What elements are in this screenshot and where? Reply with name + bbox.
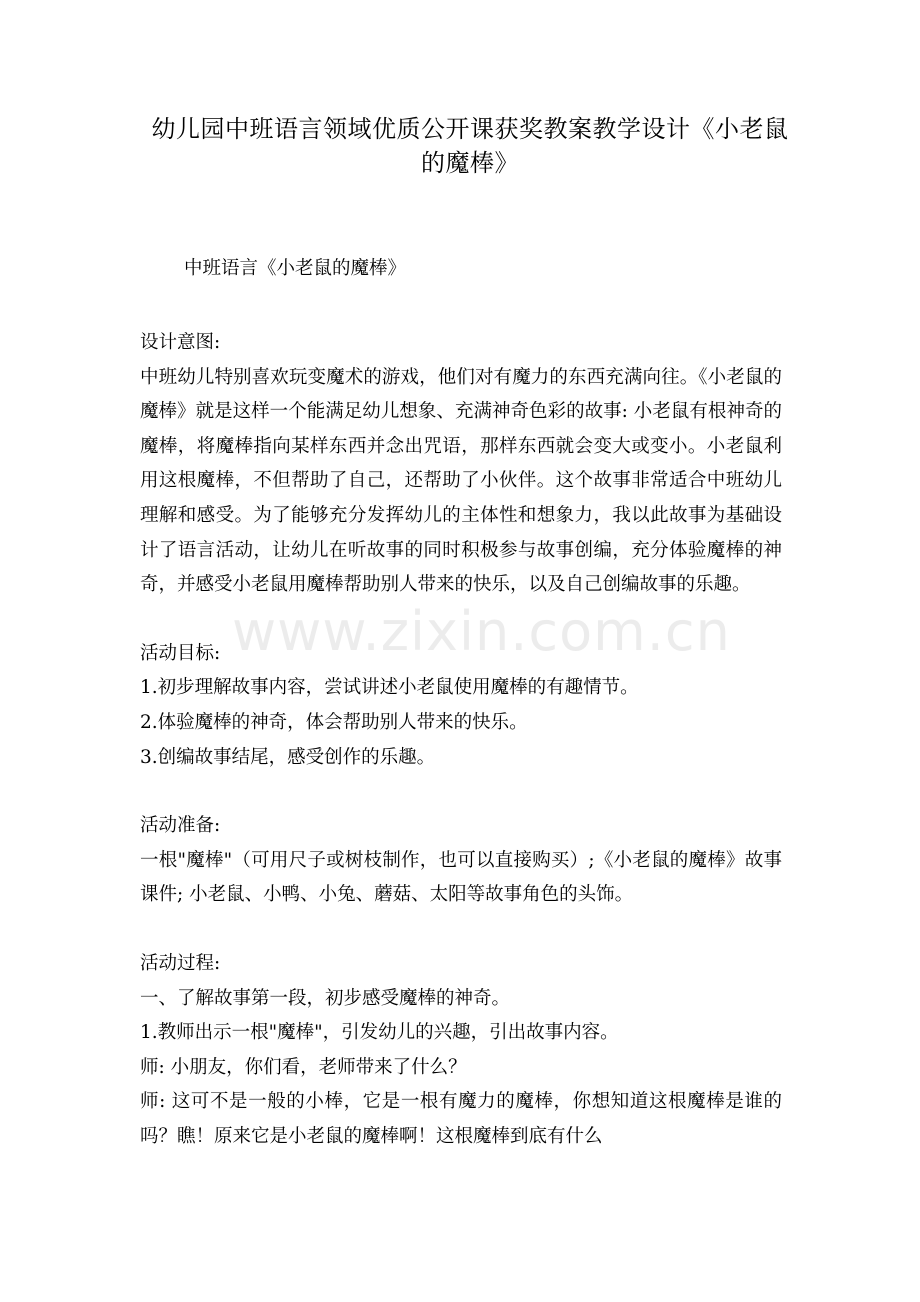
document-body (140, 252, 782, 1188)
document-subtitle: 中班语言《小老鼠的魔棒》 (184, 258, 407, 279)
watermark-text: www.zixin.com.cn (232, 600, 731, 663)
section-paragraph: 师: 这可不是一般的小棒，它是一根有魔力的魔棒，你想知道这根魔棒是谁的吗？瞧！原来它是小老鼠的魔棒啊！这根魔棒到底有什么 (140, 1091, 782, 1147)
list-item: 3.创编故事结尾，感受创作的乐趣。 (140, 746, 436, 768)
section-heading: 活动过程: (140, 952, 221, 974)
section-activity-goals (140, 637, 782, 775)
section-design-intent (140, 326, 782, 603)
list-item: 1.教师出示一根"魔棒"，引发幼儿的兴趣，引出故事内容。 (140, 1022, 619, 1044)
section-heading: 设计意图: (140, 332, 221, 353)
list-item: 一、了解故事第一段，初步感受魔棒的神奇。 (140, 987, 511, 1009)
document-title: 幼儿园中班语言领域优质公开课获奖教案教学设计《小老鼠的魔棒》 (151, 115, 789, 177)
section-paragraph: 一根"魔棒"（可用尺子或树枝制作，也可以直接购买）;《小老鼠的魔棒》故事课件; 小老鼠、小鸭、小兔、蘑菇、太阳等故事角色的头饰。 (140, 849, 782, 906)
list-item: 2.体验魔棒的神奇，体会帮助别人带来的快乐。 (140, 711, 528, 733)
section-activity-process (140, 947, 782, 1155)
section-heading: 活动目标: (140, 642, 221, 664)
list-item: 师: 小朋友，你们看，老师带来了什么？ (140, 1056, 467, 1078)
section-activity-preparation (140, 809, 782, 913)
section-paragraph: 中班幼儿特别喜欢玩变魔术的游戏，他们对有魔力的东西充满向往。《小老鼠的魔棒》就是这样一个能满足幼儿想象、充满神奇色彩的故事: 小老鼠有根神奇的魔棒，将魔棒指向某样东西并念出咒语，那样东西就会变大或变小。小老鼠利用这根魔棒，不但帮助了自己，还帮助了小伙伴。这个故事非常适合中班幼儿理解和感受。为了能够充分发挥幼儿的主体性和想象力，我以此故事为基础设计了语言活动，让幼儿在听故事的同时积极参与故事创编，充分体验魔棒的神奇，并感受小老鼠用魔棒帮助别人带来的快乐，以及自己创编故事的乐趣。 (140, 366, 782, 596)
section-heading: 活动准备: (140, 815, 221, 837)
list-item: 1.初步理解故事内容，尝试讲述小老鼠使用魔棒的有趣情节。 (140, 677, 639, 699)
